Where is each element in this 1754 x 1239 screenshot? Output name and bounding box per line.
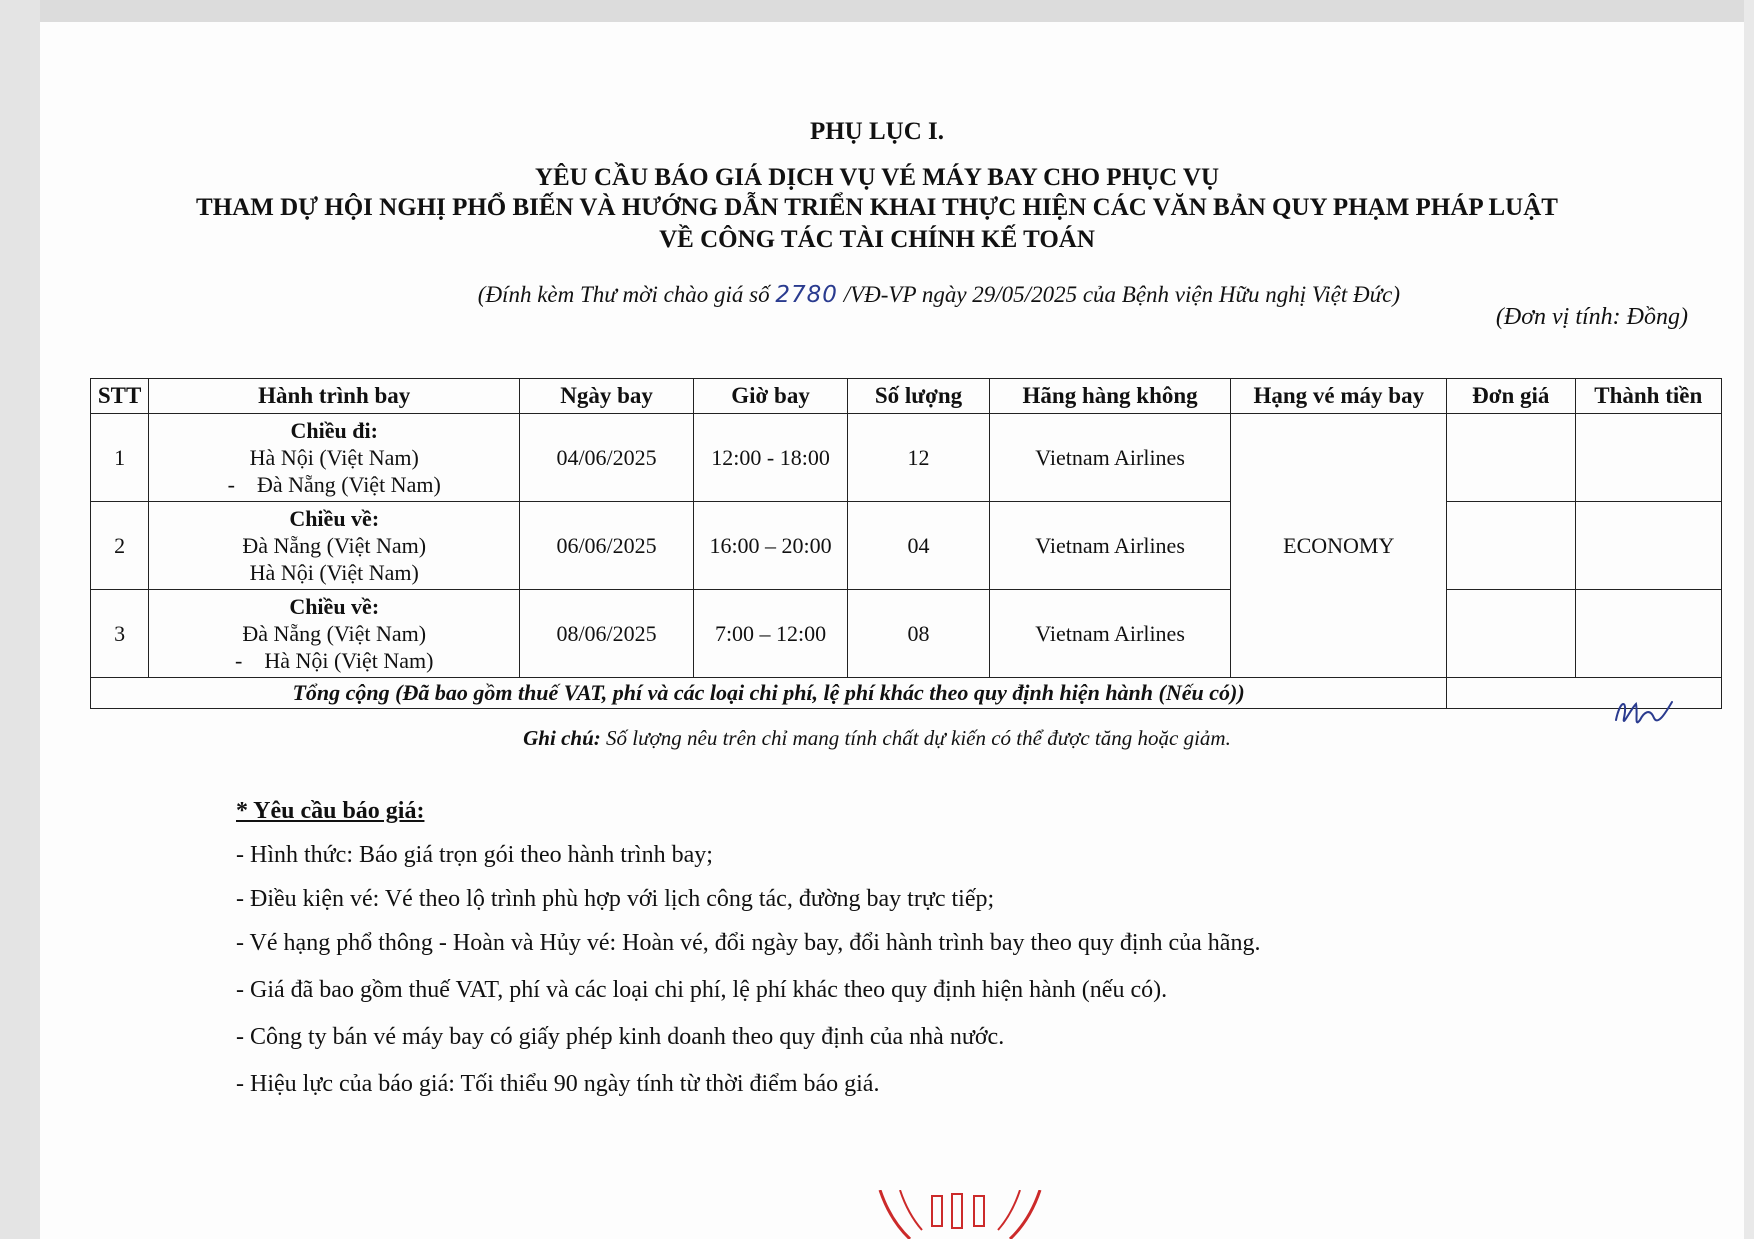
note-line [0,726,1754,751]
note-label: Ghi chú: [523,726,601,750]
cell-stt: 3 [91,590,149,678]
route-to-line [149,647,519,674]
note-text: Số lượng nêu trên chỉ mang tính chất dự kiến có thể được tăng hoặc giảm. [600,726,1231,750]
route-direction: Chiều đi: [290,418,378,443]
header-airline: Hãng hàng không [989,379,1231,414]
requirement-item: - Công ty bán vé máy bay có giấy phép kinh doanh theo quy định của nhà nước. [236,1024,1005,1050]
header-amount: Thành tiền [1575,379,1722,414]
cell-stt: 1 [91,414,149,502]
header-time: Giờ bay [693,379,847,414]
cell-quantity: 08 [848,590,989,678]
handwritten-number: 2780 [775,282,838,308]
header-quantity: Số lượng [848,379,989,414]
cell-airline: Vietnam Airlines [989,590,1231,678]
route-to-line [149,471,519,498]
appendix-title: PHỤ LỤC I. [809,118,945,145]
scan-border-top [0,0,1754,22]
header-unit-price: Đơn giá [1447,379,1575,414]
route-from: Đà Nẵng (Việt Nam) [242,621,427,646]
route-direction: Chiều về: [289,506,380,531]
requirement-item: - Điều kiện vé: Vé theo lộ trình phù hợp với lịch công tác, đường bay trực tiếp; [236,886,995,912]
table-row [91,590,1722,678]
document-title-line-1: YÊU CẦU BÁO GIÁ DỊCH VỤ VÉ MÁY BAY CHO PHỤC VỤ [534,164,1220,191]
route-to: Hà Nội (Việt Nam) [249,560,419,585]
table-header-row [91,379,1722,414]
attachment-prefix: (Đính kèm Thư mời chào giá số [477,282,770,307]
document-title-line-3: VỀ CÔNG TÁC TÀI CHÍNH KẾ TOÁN [659,226,1095,253]
header-stt: STT [91,379,149,414]
cell-route [149,414,520,502]
attachment-reference [0,282,1400,308]
cell-route [149,590,520,678]
cell-date: 08/06/2025 [520,590,694,678]
cell-unit-price [1447,414,1575,502]
cell-time: 16:00 – 20:00 [693,502,847,590]
cell-quantity: 04 [848,502,989,590]
route-dash: - [227,472,235,497]
document-title-line-2: THAM DỰ HỘI NGHỊ PHỔ BIẾN VÀ HƯỚNG DẪN TRIỂN KHAI THỰC HIỆN CÁC VĂN BẢN QUY PHẠM PHÁP LUẬT [196,194,1558,221]
requirement-item: - Giá đã bao gồm thuế VAT, phí và các loại chi phí, lệ phí khác theo quy định hiện hành (nếu có). [236,977,1168,1003]
table-total-row [91,678,1722,709]
requirement-item: - Hình thức: Báo giá trọn gói theo hành trình bay; [236,842,713,868]
cell-time: 7:00 – 12:00 [693,590,847,678]
header-date: Ngày bay [520,379,694,414]
route-to: Đà Nẵng (Việt Nam) [257,472,441,497]
cell-amount [1575,590,1722,678]
cell-route [149,502,520,590]
cell-quantity: 12 [848,414,989,502]
cell-amount [1575,414,1722,502]
quote-table [90,378,1722,709]
attachment-suffix: /VĐ-VP ngày 29/05/2025 của Bệnh viện Hữu nghị Việt Đức) [843,282,1400,307]
red-seal-stamp [870,1190,1050,1239]
route-dash: - [235,648,243,673]
route-to: Hà Nội (Việt Nam) [264,648,434,673]
route-from: Hà Nội (Việt Nam) [249,445,419,470]
cell-time: 12:00 - 18:00 [693,414,847,502]
route-direction: Chiều về: [289,594,380,619]
cell-ticket-class: ECONOMY [1231,414,1447,678]
cell-airline: Vietnam Airlines [989,502,1231,590]
header-route: Hành trình bay [149,379,520,414]
table-row [91,414,1722,502]
cell-date: 06/06/2025 [520,502,694,590]
total-amount [1447,678,1722,709]
cell-unit-price [1447,502,1575,590]
table-row [91,502,1722,590]
header-ticket-class: Hạng vé máy bay [1231,379,1447,414]
requirement-item: - Hiệu lực của báo giá: Tối thiểu 90 ngày tính từ thời điểm báo giá. [236,1071,880,1097]
cell-date: 04/06/2025 [520,414,694,502]
currency-unit-note: (Đơn vị tính: Đồng) [1495,304,1688,330]
total-label: Tổng cộng (Đã bao gồm thuế VAT, phí và các loại chi phí, lệ phí khác theo quy định hiện hành (Nếu có)) [91,678,1447,709]
cell-stt: 2 [91,502,149,590]
requirement-item: - Vé hạng phổ thông - Hoàn và Hủy vé: Hoàn vé, đổi ngày bay, đổi hành trình bay theo quy định của hãng. [236,930,1261,956]
cell-airline: Vietnam Airlines [989,414,1231,502]
cell-amount [1575,502,1722,590]
route-from: Đà Nẵng (Việt Nam) [242,533,427,558]
cell-unit-price [1447,590,1575,678]
requirements-title: * Yêu cầu báo giá: [236,798,425,824]
